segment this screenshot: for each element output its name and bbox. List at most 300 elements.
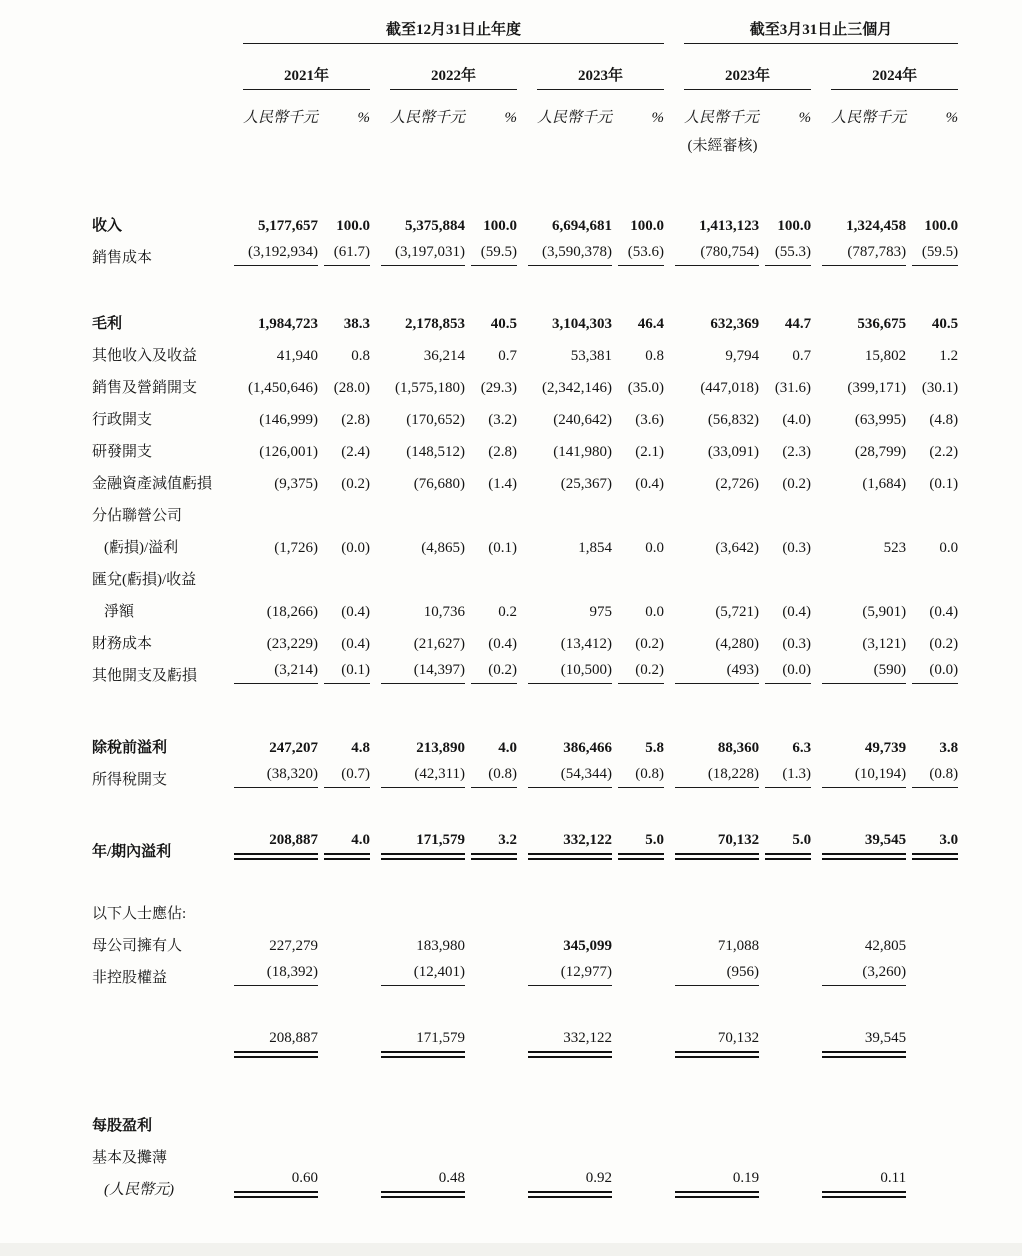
- value-cell: [223, 460, 318, 492]
- percent-cell: [906, 828, 958, 860]
- cell-value: 227,279: [269, 938, 319, 954]
- cell-value: 332,122: [528, 833, 612, 860]
- cell-value: (3,590,378): [528, 245, 612, 266]
- corner-cell: [92, 90, 223, 126]
- value-cell: [370, 724, 465, 756]
- table-row: [92, 396, 958, 428]
- cell-value: (0.2): [929, 636, 959, 652]
- cell-value: (28.0): [333, 380, 371, 396]
- cell-value: 70,132: [675, 1031, 759, 1058]
- table-row: [92, 756, 958, 788]
- value-cell: [370, 890, 465, 922]
- cell-value: (63,995): [854, 412, 907, 428]
- cell-value: (2.2): [929, 444, 959, 460]
- value-cell: [223, 332, 318, 364]
- percent-cell: [465, 364, 517, 396]
- percent-cell: [318, 1134, 370, 1166]
- cell-value: (5,901): [862, 604, 907, 620]
- cell-value: (0.2): [635, 636, 665, 652]
- percent-cell: [465, 588, 517, 620]
- value-cell: [223, 828, 318, 860]
- cell-value: 0.19: [675, 1171, 759, 1198]
- cell-value: (3,197,031): [381, 245, 465, 266]
- percent-cell: [906, 556, 958, 588]
- value-cell: [517, 556, 612, 588]
- percent-cell: [906, 524, 958, 556]
- cell-value: 5,177,657: [258, 218, 319, 234]
- percent-label: %: [357, 110, 371, 126]
- value-cell: [517, 300, 612, 332]
- value-cell: [223, 922, 318, 954]
- percent-cell: [318, 364, 370, 396]
- year-header-cell: [370, 44, 517, 90]
- percent-cell: [318, 652, 370, 684]
- percent-cell: [612, 332, 664, 364]
- percent-cell: [318, 1166, 370, 1198]
- value-cell: [664, 756, 759, 788]
- value-cell: [664, 954, 759, 986]
- percent-cell: [759, 234, 811, 266]
- cell-value: (3,121): [862, 636, 907, 652]
- cell-value: (170,652): [406, 412, 466, 428]
- percent-cell: [759, 1026, 811, 1058]
- period-group-header-row: [92, 14, 958, 44]
- header-spacer: [92, 154, 958, 202]
- cell-value: 0.60: [234, 1171, 318, 1198]
- percent-cell: [612, 202, 664, 234]
- cell-value: (0.2): [471, 663, 517, 684]
- percent-cell: [759, 1166, 811, 1198]
- percent-cell: [759, 620, 811, 652]
- percent-cell: [465, 1134, 517, 1166]
- percent-cell: [318, 234, 370, 266]
- value-cell: [223, 428, 318, 460]
- percent-cell: [465, 1026, 517, 1058]
- cell-value: (28,799): [854, 444, 907, 460]
- percent-cell: [318, 620, 370, 652]
- corner-cell: [92, 126, 223, 154]
- value-cell: [811, 556, 906, 588]
- cell-value: (0.2): [618, 663, 664, 684]
- value-cell: [370, 1026, 465, 1058]
- percent-cell: [759, 300, 811, 332]
- percent-cell: [906, 890, 958, 922]
- cell-value: (0.0): [341, 540, 371, 556]
- cell-value: (25,367): [560, 476, 613, 492]
- cell-value: 100.0: [777, 218, 812, 234]
- quarterly-period-group-cell: [664, 14, 958, 44]
- percent-cell: [612, 428, 664, 460]
- cell-value: 100.0: [483, 218, 518, 234]
- value-cell: [811, 202, 906, 234]
- cell-value: (0.3): [782, 540, 812, 556]
- percent-cell: [465, 1166, 517, 1198]
- percent-cell: [612, 620, 664, 652]
- table-row: [92, 588, 958, 620]
- table-row: [92, 428, 958, 460]
- percent-cell: [465, 396, 517, 428]
- row-label: 基本及攤薄: [92, 1150, 168, 1166]
- value-cell: [223, 556, 318, 588]
- row-label: 財務成本: [92, 636, 153, 652]
- cell-value: (1.3): [765, 767, 811, 788]
- value-cell: [370, 828, 465, 860]
- cell-value: (0.4): [635, 476, 665, 492]
- row-label: 收入: [92, 218, 123, 234]
- percent-cell: [612, 954, 664, 986]
- row-label: 匯兌(虧損)/收益: [92, 572, 197, 588]
- row-label: 除稅前溢利: [92, 740, 168, 756]
- value-cell: [223, 524, 318, 556]
- percent-cell: [906, 364, 958, 396]
- percent-cell: [465, 492, 517, 524]
- page-bottom-edge: [0, 1243, 1022, 1256]
- cell-value: (10,500): [528, 663, 612, 684]
- financial-statement-page: [0, 14, 1022, 1256]
- unit-label: 人民幣千元: [831, 110, 907, 126]
- cell-value: (18,392): [234, 965, 318, 986]
- percent-cell: [612, 364, 664, 396]
- cell-value: (0.1): [324, 663, 370, 684]
- cell-value: (0.4): [782, 604, 812, 620]
- cell-value: (0.1): [488, 540, 518, 556]
- percent-cell: [612, 492, 664, 524]
- year-header-cell: [517, 44, 664, 90]
- value-cell: [664, 1134, 759, 1166]
- value-cell: [811, 954, 906, 986]
- percent-cell: [906, 620, 958, 652]
- cell-value: 3.8: [939, 740, 959, 756]
- cell-value: 46.4: [637, 316, 665, 332]
- cell-value: 100.0: [336, 218, 371, 234]
- table-row: [92, 524, 958, 556]
- value-cell: [811, 1166, 906, 1198]
- value-cell: [811, 460, 906, 492]
- value-cell: [223, 652, 318, 684]
- year-2021-label: 2021年: [243, 69, 370, 90]
- percent-cell: [759, 332, 811, 364]
- percent-cell: [318, 428, 370, 460]
- percent-cell: [318, 890, 370, 922]
- cell-value: 386,466: [563, 740, 613, 756]
- percent-cell: [465, 652, 517, 684]
- table-row: [92, 1166, 958, 1198]
- percent-cell: [465, 460, 517, 492]
- value-cell: [517, 428, 612, 460]
- year-2023-label: 2023年: [537, 69, 664, 90]
- row-label: 以下人士應佔:: [92, 906, 187, 922]
- percent-cell: [612, 1166, 664, 1198]
- quarterly-period-title: 截至3月31日止三個月: [684, 23, 958, 44]
- value-cell: [811, 332, 906, 364]
- percent-cell: [759, 756, 811, 788]
- value-cell: [370, 202, 465, 234]
- value-cell: [223, 620, 318, 652]
- percent-cell: [612, 652, 664, 684]
- cell-value: (0.4): [341, 636, 371, 652]
- cell-value: (10,194): [822, 767, 906, 788]
- cell-value: 71,088: [717, 938, 760, 954]
- cell-value: 70,132: [675, 833, 759, 860]
- value-cell: [223, 1134, 318, 1166]
- cell-value: 4.0: [324, 833, 370, 860]
- value-cell: [370, 1102, 465, 1134]
- row-label: 所得稅開支: [92, 772, 168, 788]
- cell-value: (3.6): [635, 412, 665, 428]
- percent-cell: [465, 428, 517, 460]
- cell-value: 0.7: [792, 348, 812, 364]
- table-row: [92, 492, 958, 524]
- cell-value: 15,802: [864, 348, 907, 364]
- spacer-row: [92, 788, 958, 828]
- year-header-cell: [811, 44, 958, 90]
- cell-value: 332,122: [528, 1031, 612, 1058]
- percent-label: %: [504, 110, 518, 126]
- value-cell: [811, 922, 906, 954]
- unit-label: 人民幣千元: [537, 110, 613, 126]
- cell-value: 6.3: [792, 740, 812, 756]
- cell-value: 0.0: [645, 540, 665, 556]
- value-cell: [370, 428, 465, 460]
- cell-value: (1,726): [274, 540, 319, 556]
- cell-value: (4,280): [715, 636, 760, 652]
- value-cell: [223, 954, 318, 986]
- table-row: [92, 828, 958, 860]
- percent-cell: [906, 202, 958, 234]
- value-cell: [664, 332, 759, 364]
- cell-value: 213,890: [416, 740, 466, 756]
- cell-value: 42,805: [864, 938, 907, 954]
- value-cell: [664, 828, 759, 860]
- cell-value: (240,642): [553, 412, 613, 428]
- cell-value: 0.8: [351, 348, 371, 364]
- cell-value: (399,171): [847, 380, 907, 396]
- cell-value: 3,104,303: [552, 316, 613, 332]
- percent-cell: [318, 396, 370, 428]
- value-cell: [811, 364, 906, 396]
- spacer-row: [92, 684, 958, 724]
- cell-value: (9,375): [274, 476, 319, 492]
- value-cell: [664, 1166, 759, 1198]
- cell-value: 40.5: [931, 316, 959, 332]
- value-cell: [664, 620, 759, 652]
- cell-value: 39,545: [822, 833, 906, 860]
- table-row: [92, 460, 958, 492]
- cell-value: (42,311): [381, 767, 465, 788]
- cell-value: 0.8: [645, 348, 665, 364]
- table-row: [92, 364, 958, 396]
- percent-cell: [318, 332, 370, 364]
- percent-cell: [612, 1134, 664, 1166]
- cell-value: (4,865): [421, 540, 466, 556]
- value-cell: [811, 890, 906, 922]
- table-row: [92, 724, 958, 756]
- cell-value: 1.2: [939, 348, 959, 364]
- table-row: [92, 556, 958, 588]
- percent-cell: [465, 202, 517, 234]
- percent-cell: [318, 1026, 370, 1058]
- value-cell: [370, 460, 465, 492]
- cell-value: 171,579: [381, 1031, 465, 1058]
- cell-value: 100.0: [630, 218, 665, 234]
- cell-value: (0.4): [929, 604, 959, 620]
- value-cell: [664, 556, 759, 588]
- cell-value: 88,360: [717, 740, 760, 756]
- percent-cell: [465, 828, 517, 860]
- cell-value: (33,091): [707, 444, 760, 460]
- cell-value: 208,887: [234, 1031, 318, 1058]
- percent-cell: [906, 332, 958, 364]
- percent-cell: [906, 1166, 958, 1198]
- value-cell: [370, 922, 465, 954]
- row-label: 銷售及營銷開支: [92, 380, 198, 396]
- cell-value: (1.4): [488, 476, 518, 492]
- value-cell: [664, 492, 759, 524]
- corner-cell: [92, 44, 223, 90]
- cell-value: (3,214): [234, 663, 318, 684]
- cell-value: (148,512): [406, 444, 466, 460]
- value-cell: [517, 202, 612, 234]
- value-cell: [370, 396, 465, 428]
- percent-cell: [612, 396, 664, 428]
- percent-cell: [906, 300, 958, 332]
- cell-value: 523: [883, 540, 907, 556]
- percent-cell: [906, 756, 958, 788]
- percent-cell: [612, 300, 664, 332]
- value-cell: [664, 460, 759, 492]
- cell-value: (3,192,934): [234, 245, 318, 266]
- percent-cell: [612, 588, 664, 620]
- percent-cell: [465, 756, 517, 788]
- value-cell: [517, 524, 612, 556]
- value-cell: [664, 396, 759, 428]
- cell-value: (1,575,180): [395, 380, 466, 396]
- cell-value: 5,375,884: [405, 218, 466, 234]
- percent-cell: [906, 652, 958, 684]
- percent-cell: [612, 556, 664, 588]
- cell-value: (780,754): [675, 245, 759, 266]
- cell-value: 208,887: [234, 833, 318, 860]
- cell-value: (0.2): [782, 476, 812, 492]
- quarter-2024-label: 2024年: [831, 69, 958, 90]
- value-cell: [664, 234, 759, 266]
- value-cell: [664, 364, 759, 396]
- value-cell: [664, 922, 759, 954]
- percent-cell: [759, 1102, 811, 1134]
- value-cell: [517, 332, 612, 364]
- percent-cell: [612, 1102, 664, 1134]
- value-cell: [370, 620, 465, 652]
- row-label: 每股盈利: [92, 1118, 153, 1134]
- cell-value: 41,940: [276, 348, 319, 364]
- row-label: 毛利: [92, 316, 123, 332]
- cell-value: (956): [675, 965, 759, 986]
- cell-value: (59.5): [471, 245, 517, 266]
- cell-value: (18,228): [675, 767, 759, 788]
- value-cell: [811, 524, 906, 556]
- cell-value: 0.92: [528, 1171, 612, 1198]
- cell-value: (0.1): [929, 476, 959, 492]
- percent-cell: [465, 300, 517, 332]
- percent-cell: [906, 396, 958, 428]
- percent-cell: [465, 556, 517, 588]
- cell-value: 183,980: [416, 938, 466, 954]
- value-cell: [517, 364, 612, 396]
- percent-cell: [318, 1102, 370, 1134]
- cell-value: (0.0): [912, 663, 958, 684]
- cell-value: 5.0: [618, 833, 664, 860]
- row-label: (人民幣元): [104, 1182, 174, 1198]
- cell-value: (0.8): [618, 767, 664, 788]
- cell-value: 0.0: [645, 604, 665, 620]
- value-cell: [517, 396, 612, 428]
- cell-value: 4.8: [351, 740, 371, 756]
- table-row: [92, 620, 958, 652]
- value-cell: [517, 460, 612, 492]
- value-cell: [811, 724, 906, 756]
- value-cell: [517, 492, 612, 524]
- table-row: [92, 332, 958, 364]
- cell-value: (76,680): [413, 476, 466, 492]
- percent-cell: [906, 922, 958, 954]
- percent-cell: [465, 620, 517, 652]
- value-cell: [517, 922, 612, 954]
- cell-value: 40.5: [490, 316, 518, 332]
- table-row: [92, 202, 958, 234]
- value-cell: [370, 332, 465, 364]
- cell-value: (3,260): [822, 965, 906, 986]
- percent-cell: [906, 724, 958, 756]
- value-cell: [223, 202, 318, 234]
- table-row: [92, 954, 958, 986]
- cell-value: 632,369: [710, 316, 760, 332]
- percent-cell: [759, 1134, 811, 1166]
- percent-cell: [906, 954, 958, 986]
- percent-cell: [612, 828, 664, 860]
- cell-value: 3.2: [471, 833, 517, 860]
- value-cell: [517, 1134, 612, 1166]
- cell-value: 2,178,853: [405, 316, 466, 332]
- value-cell: [223, 1102, 318, 1134]
- row-label: 行政開支: [92, 412, 153, 428]
- percent-cell: [759, 922, 811, 954]
- value-cell: [370, 756, 465, 788]
- cell-value: 5.0: [765, 833, 811, 860]
- percent-cell: [759, 556, 811, 588]
- value-cell: [223, 724, 318, 756]
- value-cell: [223, 300, 318, 332]
- value-cell: [664, 1026, 759, 1058]
- value-cell: [370, 492, 465, 524]
- percent-cell: [318, 556, 370, 588]
- percent-cell: [318, 922, 370, 954]
- value-cell: [370, 1134, 465, 1166]
- percent-cell: [465, 1102, 517, 1134]
- value-cell: [517, 1026, 612, 1058]
- value-cell: [370, 364, 465, 396]
- cell-value: (13,412): [560, 636, 613, 652]
- value-cell: [370, 524, 465, 556]
- spacer-row: [92, 986, 958, 1026]
- percent-cell: [612, 460, 664, 492]
- cell-value: (4.0): [782, 412, 812, 428]
- percent-cell: [759, 524, 811, 556]
- cell-value: 1,984,723: [258, 316, 319, 332]
- cell-value: 39,545: [822, 1031, 906, 1058]
- percent-cell: [612, 922, 664, 954]
- percent-cell: [906, 460, 958, 492]
- percent-cell: [465, 890, 517, 922]
